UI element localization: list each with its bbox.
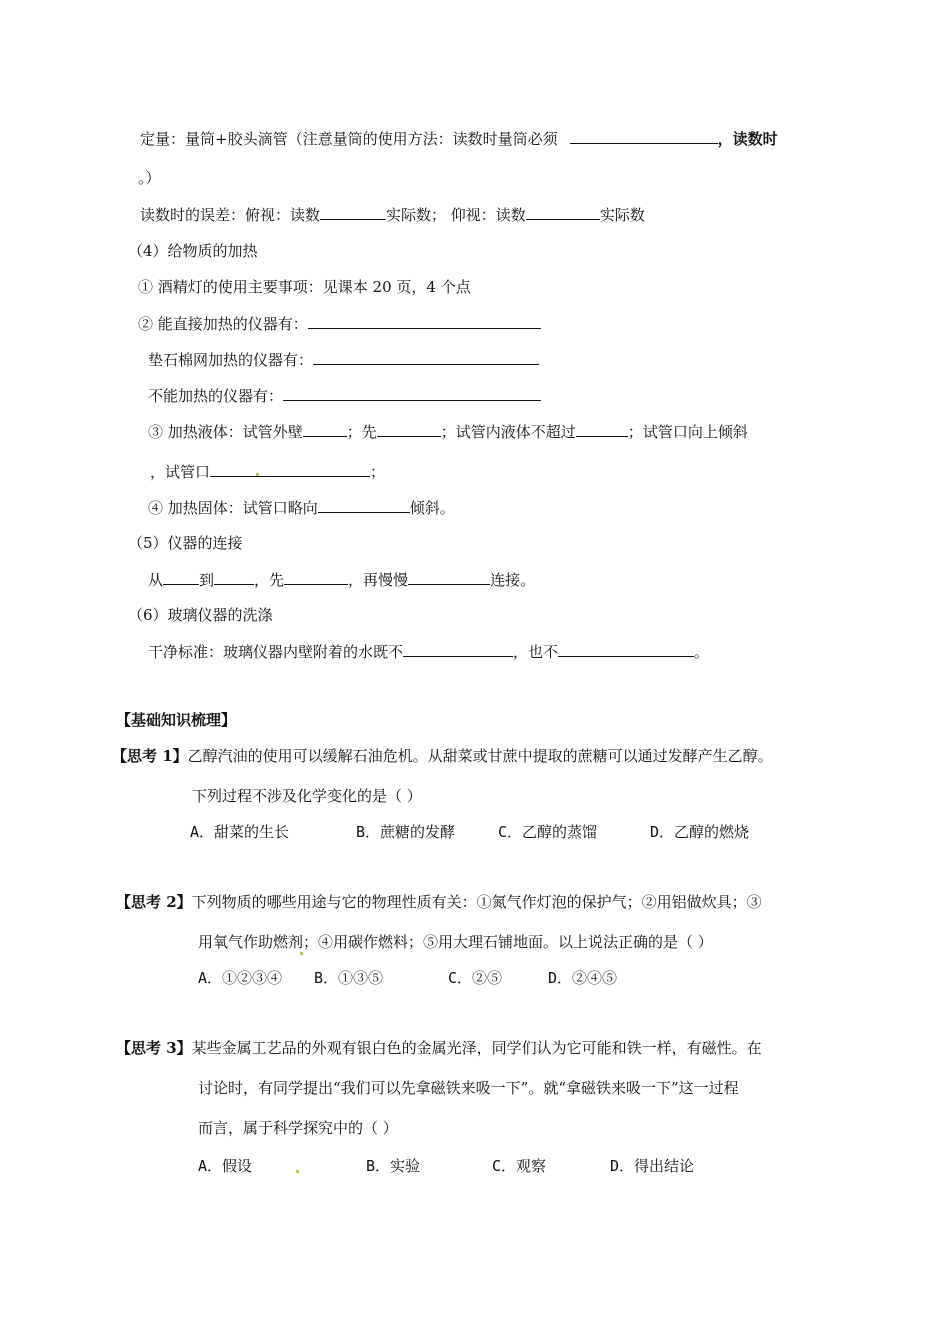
connect-text-1: 从: [148, 571, 164, 589]
clean-standard-text-2: ，也不: [513, 643, 559, 661]
gauze-heat-item: [148, 349, 539, 370]
option-b[interactable]: B．①③⑤: [314, 969, 384, 987]
fill-blank[interactable]: [318, 497, 410, 513]
measure-line: [140, 128, 778, 149]
fill-blank[interactable]: [377, 421, 441, 437]
liquid-heat-cont-end: ；: [370, 463, 386, 481]
liquid-heat-cont-text: ，试管口: [150, 463, 211, 481]
fill-blank[interactable]: [576, 421, 628, 437]
fill-blank[interactable]: [284, 569, 348, 585]
fill-blank[interactable]: [408, 569, 490, 585]
gauze-heat-text: 垫石棉网加热的仪器有：: [148, 351, 314, 369]
connect-text-3: ，先: [254, 571, 285, 589]
option-d[interactable]: D．得出结论: [610, 1157, 695, 1175]
fill-blank[interactable]: [558, 641, 694, 657]
option-b[interactable]: B．蔗糖的发酵: [356, 823, 456, 841]
question-1-options: [190, 822, 749, 842]
option-d[interactable]: D．②④⑤: [548, 969, 618, 987]
question-2-stem: 用氧气作助燃剂；④用碳作燃料；⑤用大理石铺地面。以上说法正确的是（ ）: [198, 933, 713, 951]
question-1-stem: 下列过程不涉及化学变化的是（ ）: [192, 787, 422, 805]
error-text-mid: 实际数； 仰视：读数: [386, 206, 526, 224]
connect-text-2: 到: [199, 571, 215, 589]
fill-blank[interactable]: [526, 204, 600, 220]
liquid-heat-text-4: ；试管口向上倾斜: [627, 423, 748, 441]
measure-text: 定量：量筒+胶头滴管（注意量筒的使用方法：读数时量筒必须: [140, 130, 558, 148]
question-2-text: 下列物质的哪些用途与它的物理性质有关：①氮气作灯泡的保护气；②用铝做炊具；③: [191, 893, 762, 911]
clean-standard-text-end: 。: [694, 643, 710, 661]
connect-text-5: 连接。: [490, 571, 536, 589]
option-b[interactable]: B．实验: [366, 1157, 421, 1175]
fill-blank[interactable]: [308, 313, 541, 329]
option-c[interactable]: C．观察: [492, 1157, 547, 1175]
speck-mark: [296, 1170, 299, 1173]
knowledge-heading: 【基础知识梳理】: [116, 711, 237, 729]
measure-line-2: [138, 168, 161, 188]
liquid-heat-text: ③ 加热液体：试管外壁: [148, 423, 303, 441]
fill-blank[interactable]: [210, 461, 370, 477]
question-1-text: 乙醇汽油的使用可以缓解石油危机。从甜菜或甘蔗中提取的蔗糖可以通过发酵产生乙醇。: [187, 747, 773, 765]
option-a[interactable]: A．①②③④: [198, 969, 283, 987]
connect-item: [148, 569, 535, 590]
question-2: [116, 892, 762, 912]
no-heat-item: [148, 385, 541, 406]
error-text: 读数时的误差：俯视：读数: [140, 206, 321, 224]
question-3-stem-2: 而言，属于科学探究中的（ ）: [198, 1119, 398, 1137]
liquid-heat-text-2: ；先: [346, 423, 377, 441]
fill-blank[interactable]: [214, 569, 254, 585]
fill-blank[interactable]: [313, 349, 539, 365]
question-2-label: 【思考 2】: [116, 893, 192, 911]
option-d[interactable]: D．乙醇的燃烧: [650, 823, 750, 841]
clean-standard-item: [148, 641, 709, 662]
solid-heat-item: [148, 497, 455, 518]
alcohol-lamp-item: ① 酒精灯的使用主要事项：见课本 20 页，4 个点: [138, 278, 471, 296]
question-3-stem: 讨论时，有同学提出“我们可以先拿磁铁来吸一下”。就“拿磁铁来吸一下”这一过程: [198, 1079, 739, 1097]
error-line: [140, 204, 645, 225]
speck-mark: [300, 952, 303, 955]
option-a[interactable]: A．甜菜的生长: [190, 823, 290, 841]
fill-blank[interactable]: [403, 641, 513, 657]
clean-standard-text: 干净标准：玻璃仪器内壁附着的水既不: [148, 643, 404, 661]
question-2-options: [198, 968, 617, 988]
fill-blank[interactable]: [303, 421, 347, 437]
fill-blank[interactable]: [320, 204, 386, 220]
connect-text-4: ，再慢慢: [348, 571, 409, 589]
measure-close: 。）: [138, 169, 161, 187]
section-4-heading: （4）给物质的加热: [128, 242, 258, 260]
direct-heat-text: ② 能直接加热的仪器有：: [138, 315, 308, 333]
question-1-label: 【思考 1】: [112, 747, 188, 765]
speck-mark: [256, 473, 259, 476]
fill-blank[interactable]: [163, 569, 199, 585]
question-3-label: 【思考 3】: [116, 1039, 192, 1057]
question-3: [116, 1038, 762, 1058]
question-3-options: [198, 1156, 694, 1176]
error-text-end: 实际数: [599, 206, 645, 224]
option-c[interactable]: C．②⑤: [448, 969, 503, 987]
option-c[interactable]: C．乙醇的蒸馏: [498, 823, 598, 841]
measure-text-end: ，读数时: [717, 130, 778, 148]
section-5-heading: （5）仪器的连接: [128, 534, 243, 552]
section-6-heading: （6）玻璃仪器的洗涤: [128, 606, 273, 624]
liquid-heat-item-cont: [150, 461, 385, 482]
liquid-heat-text-3: ；试管内液体不超过: [440, 423, 576, 441]
solid-heat-text: ④ 加热固体：试管口略向: [148, 499, 318, 517]
fill-blank[interactable]: [570, 128, 718, 144]
question-3-text: 某些金属工艺品的外观有银白色的金属光泽，同学们认为它可能和铁一样，有磁性。在: [191, 1039, 762, 1057]
direct-heat-item: [138, 313, 541, 334]
option-a[interactable]: A．假设: [198, 1157, 253, 1175]
fill-blank[interactable]: [283, 385, 541, 401]
no-heat-text: 不能加热的仪器有：: [148, 387, 284, 405]
solid-heat-text-end: 倾斜。: [409, 499, 455, 517]
question-1: [112, 746, 773, 766]
liquid-heat-item: [148, 421, 748, 442]
